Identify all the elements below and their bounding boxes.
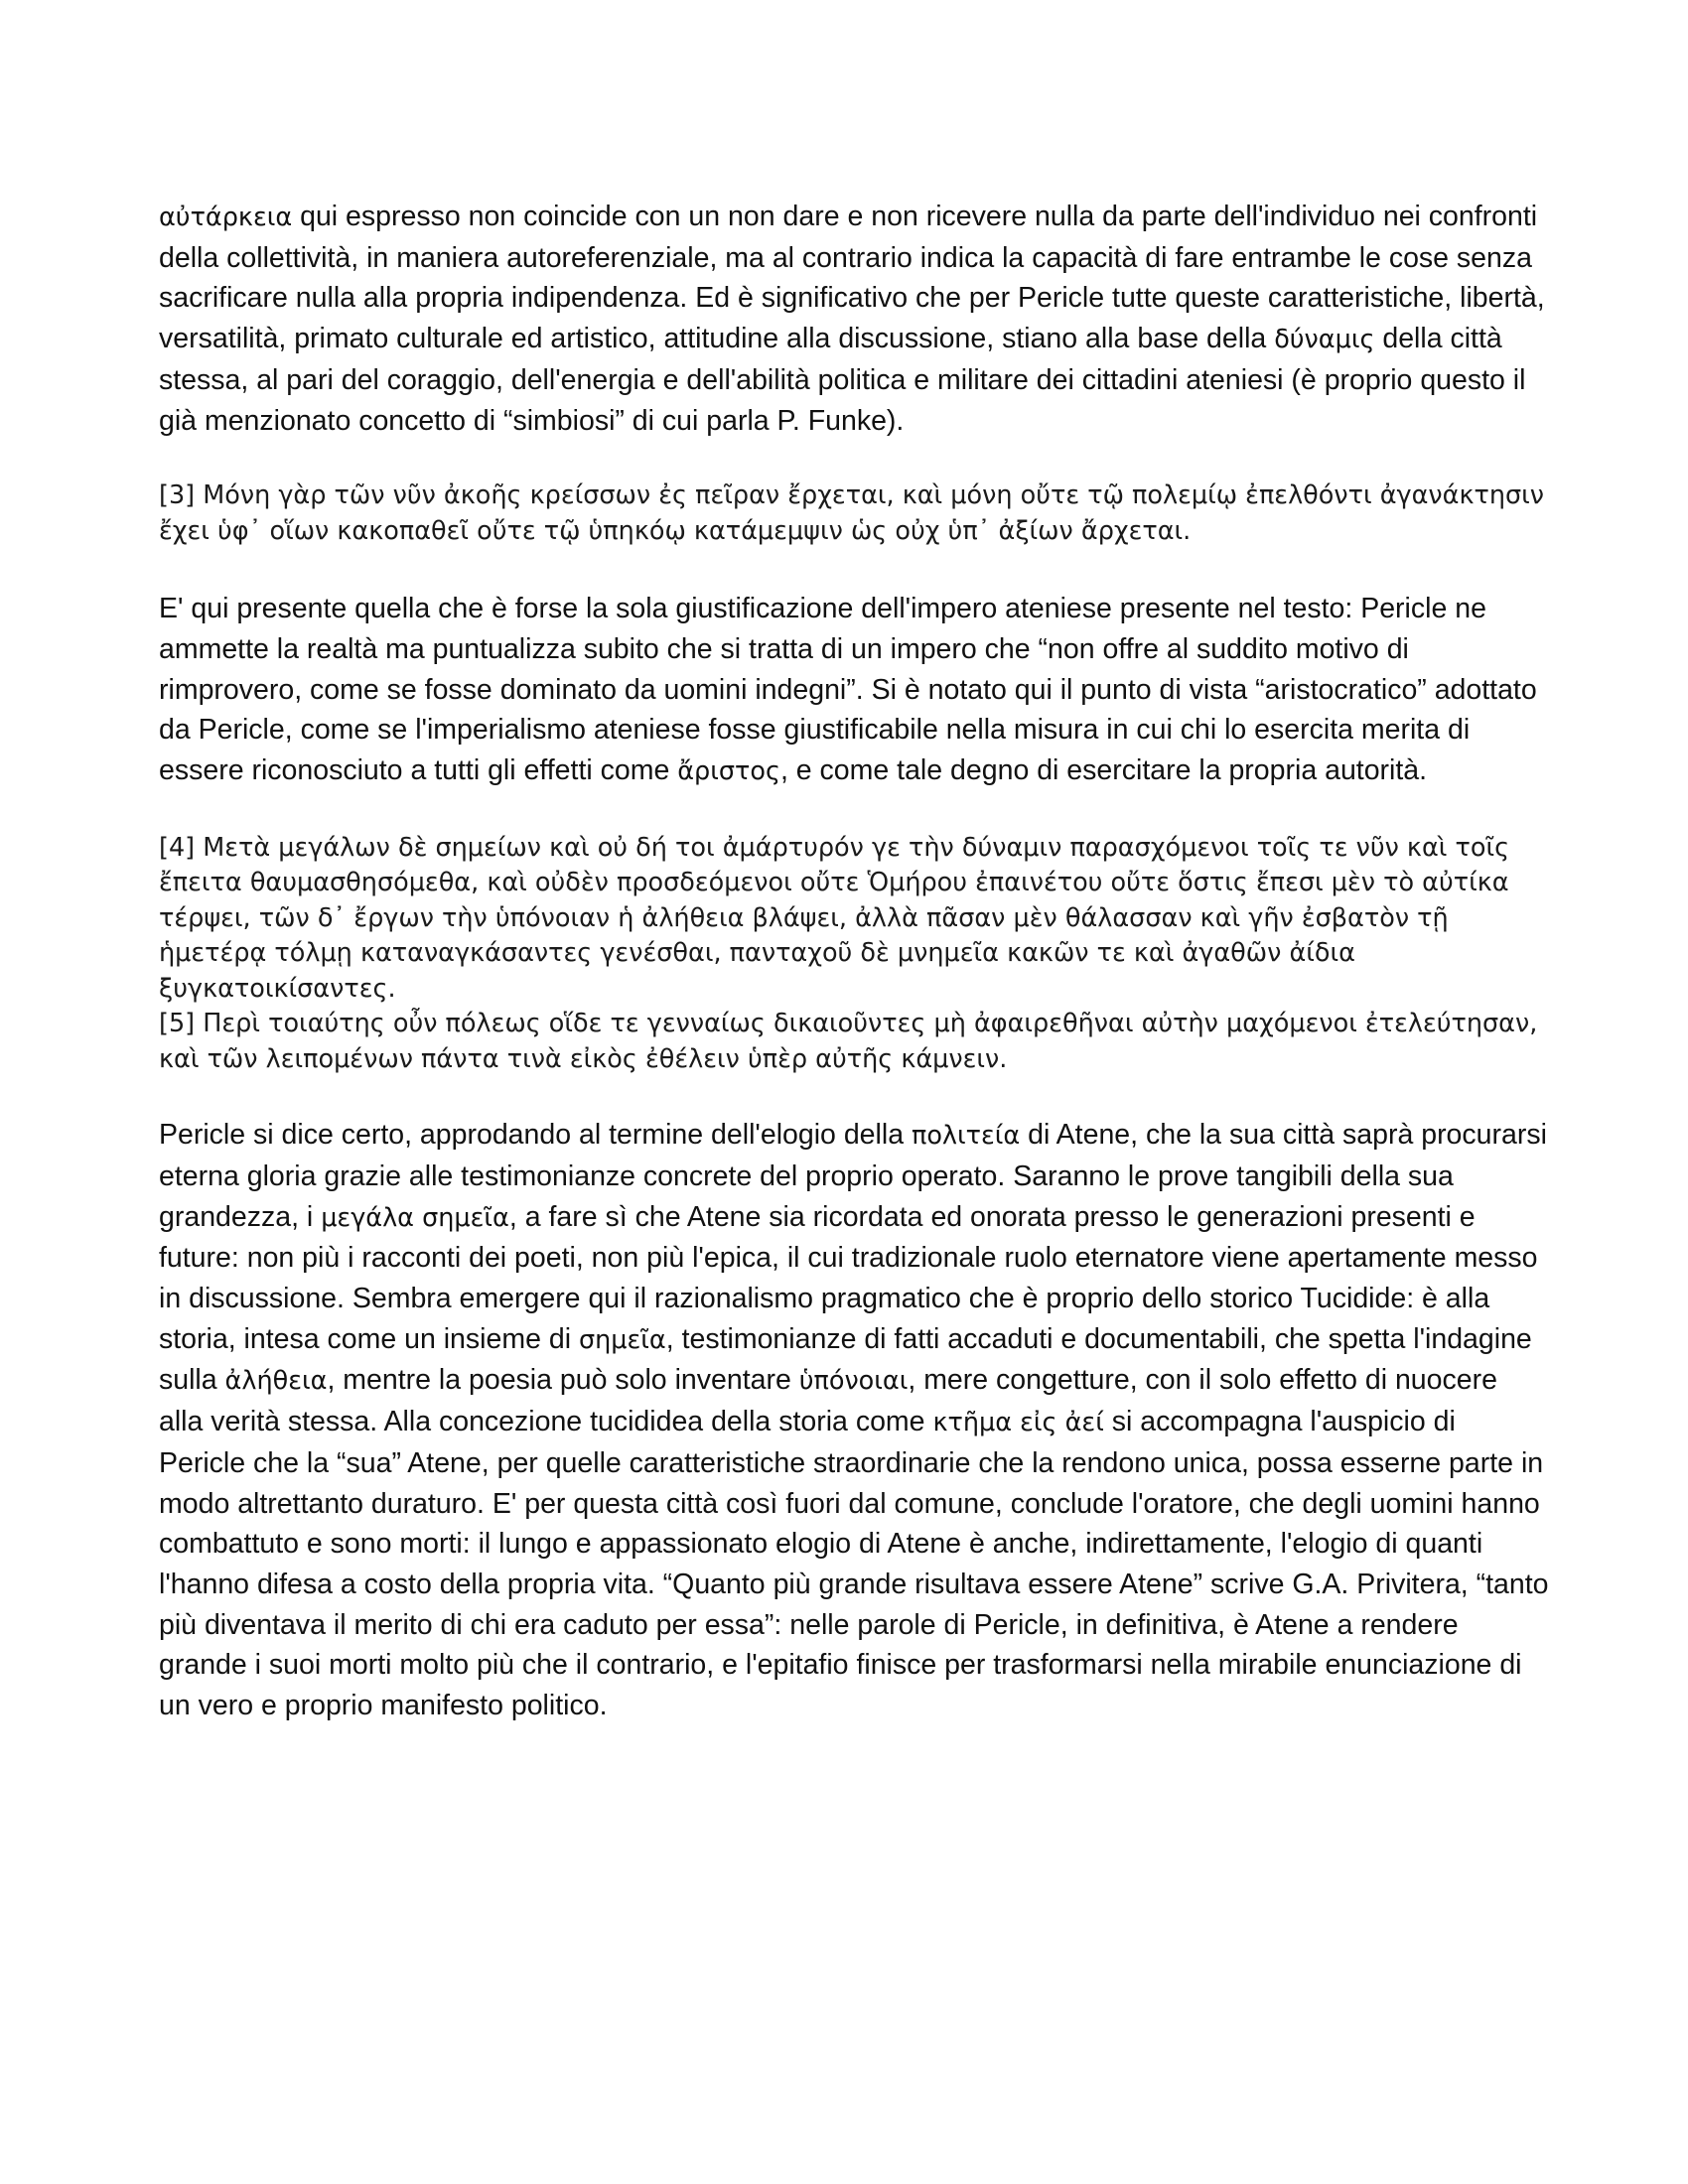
paragraph-text: E' qui presente quella che è forse la sola giustificazione dell'impero ateniese presente nel testo: Pericle ne ammette la realtà ma puntualizza subito che si tratta di un impero che “non offre al suddito motivo di rimprovero, come se fosse dominato da uomini indegni”. Si è notato qui il punto di vista “aristocratico” adottato da Pericle, come se l'imperialismo ateniese fosse giustificabile nella misura in cui chi lo esercita merita di essere riconosciuto a tutti gli effetti come: [159, 593, 1537, 787]
greek-term: δύναμις: [1274, 325, 1375, 355]
greek-quotation-3: [3] Μόνη γὰρ τῶν νῦν ἀκοῆς κρείσσων ἐς πεῖραν ἔρχεται, καὶ μόνη οὔτε τῷ πολεμίῳ ἐπελθόντι ἀγανάκτησιν ἔχει ὑφ᾽ οἵων κακοπαθεῖ οὔτε τῷ ὑπηκόῳ κατάμεμψιν ὡς οὐχ ὑπ᾽ ἀξίων ἄρχεται.: [159, 480, 1545, 546]
paragraph-text: Pericle si dice certo, approdando al termine dell'elogio della: [159, 1119, 912, 1152]
document-page: [159, 197, 1549, 1726]
greek-term: ἄριστος: [677, 756, 780, 787]
greek-term: ἀλήθεια: [224, 1366, 328, 1397]
body-paragraph-conclusion: [159, 1115, 1549, 1726]
paragraph-text: , mere congetture, con il solo effetto di nuocere alla verità stessa. Alla concezione tucididea della storia come: [159, 1364, 1497, 1438]
body-paragraph-autarkeia: [159, 197, 1549, 441]
greek-quotation-4: [4] Μετὰ μεγάλων δὲ σημείων καὶ οὐ δή τοι ἀμάρτυρόν γε τὴν δύναμιν παρασχόμενοι τοῖς τε νῦν καὶ τοῖς ἔπειτα θαυμασθησόμεθα, καὶ οὐδὲν προσδεόμενοι οὔτε Ὁμήρου ἐπαινέτου οὔτε ὅστις ἔπεσι μὲν τὸ αὐτίκα τέρψει, τῶν δ᾽ ἔργων τὴν ὑπόνοιαν ἡ ἀλήθεια βλάψει, ἀλλὰ πᾶσαν μὲν θάλασσαν καὶ γῆν ἐσβατὸν τῇ ἡμετέρᾳ τόλμῃ καταναγκάσαντες γενέσθαι, πανταχοῦ δὲ μνημεῖα κακῶν τε καὶ ἀγαθῶν ἀίδια ξυγκατοικίσαντες.: [159, 832, 1510, 1004]
paragraph-text: della città stessa, al pari del coraggio, dell'energia e dell'abilità politica e militare dei cittadini ateniesi (è proprio questo il già menzionato concetto di “simbiosi” di cui parla P. Funke).: [159, 323, 1526, 437]
body-paragraph-empire: [159, 589, 1549, 792]
greek-term: κτῆμα εἰς ἀεί: [932, 1408, 1104, 1438]
paragraph-text: , e come tale degno di esercitare la propria autorità.: [779, 754, 1428, 787]
paragraph-text: di Atene, che la sua città saprà procurarsi eterna gloria grazie alle testimonianze concrete del proprio operato. Saranno le prove tangibili della sua grandezza, i: [159, 1119, 1547, 1233]
greek-term: πολιτεία: [911, 1121, 1021, 1152]
greek-term: ὑπόνοιαι: [798, 1366, 909, 1397]
greek-term: σημεῖα: [578, 1324, 666, 1355]
greek-term: μεγάλα σημεῖα: [321, 1202, 509, 1233]
paragraph-text: qui espresso non coincide con un non dare e non ricevere nulla da parte dell'individuo nei confronti della collettività, in maniera autoreferenziale, ma al contrario indica la capacità di fare entrambe le cose senza sacrificare nulla alla propria indipendenza. Ed è significativo che per Pericle tutte queste caratteristiche, libertà, versatilità, primato culturale ed artistico, attitudine alla discussione, stiano alla base della: [159, 201, 1545, 355]
paragraph-text: , a fare sì che Atene sia ricordata ed onorata presso le generazioni presenti e future: non più i racconti dei poeti, non più l'epica, il cui tradizionale ruolo eternatore viene apertamente messo in discussione. Sembra emergere qui il razionalismo pragmatico che è proprio dello storico Tucidide: è alla storia, intesa come un insieme di: [159, 1200, 1538, 1355]
greek-term: αὐτάρκεια: [159, 203, 293, 232]
greek-quotation-5: [5] Περὶ τοιαύτης οὖν πόλεως οἵδε τε γενναίως δικαιοῦντες μὴ ἀφαιρεθῆναι αὐτὴν μαχόμενοι ἐτελεύτησαν, καὶ τῶν λειπομένων πάντα τινὰ εἰκὸς ἐθέλειν ὑπὲρ αὐτῆς κάμνειν.: [159, 1009, 1538, 1074]
paragraph-text: , testimonianze di fatti accaduti e documentabili, che spetta l'indagine sulla: [159, 1322, 1532, 1397]
paragraph-text: , mentre la poesia può solo inventare: [327, 1364, 799, 1397]
paragraph-text: si accompagna l'auspicio di Pericle che la “sua” Atene, per quelle caratteristiche straordinarie che la rendono unica, possa esserne parte in modo altrettanto duraturo. E' per questa città così fuori dal comune, conclude l'oratore, che degli uomini hanno combattuto e sono morti: il lungo e appassionato elogio di Atene è anche, indirettamente, l'elogio di quanti l'hanno difesa a costo della propria vita. “Quanto più grande risultava essere Atene” scrive G.A. Privitera, “tanto più diventava il merito di chi era caduto per essa”: nelle parole di Pericle, in definitiva, è Atene a rendere grande i suoi morti molto più che il contrario, e l'epitafio finisce per trasformarsi nella mirabile enunciazione di un vero e proprio manifesto politico.: [159, 1406, 1549, 1722]
